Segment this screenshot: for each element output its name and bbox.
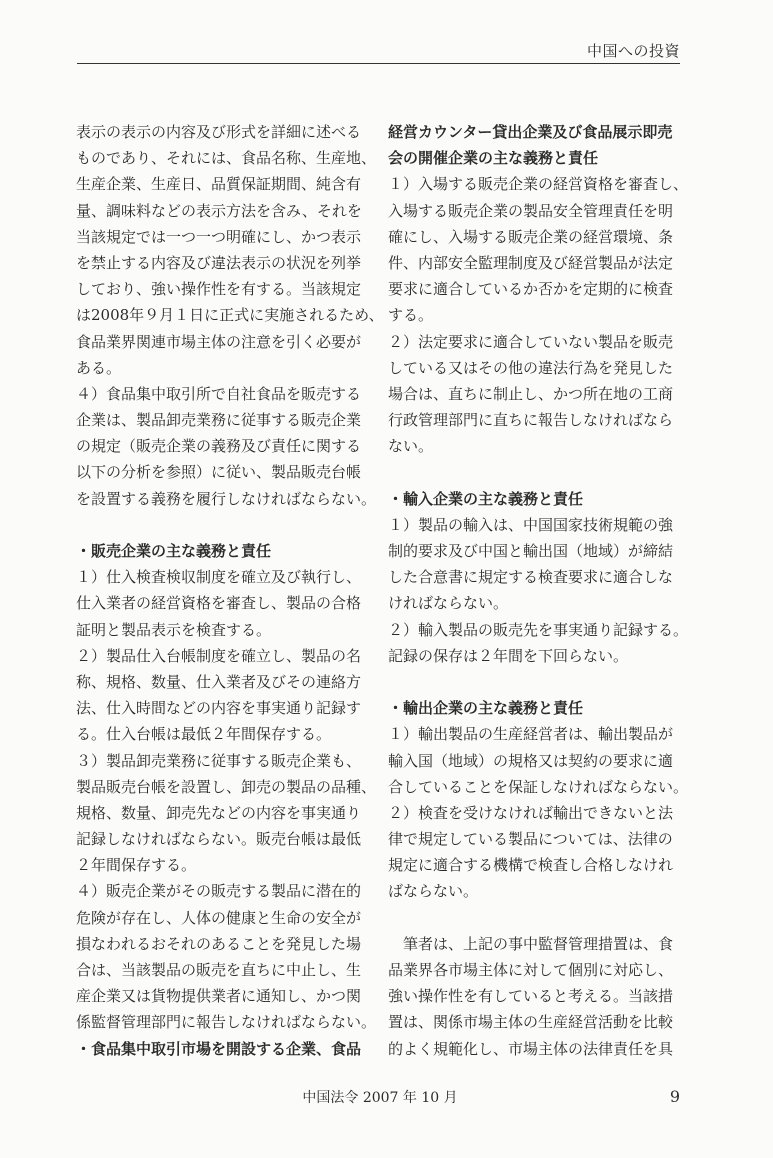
text-line: １）仕入検査検収制度を確立及び執行し、 xyxy=(76,568,362,587)
text-line: 記録の保存は２年間を下回らない。 xyxy=(388,646,629,665)
text-line: を禁止する内容及び違法表示の状況を列挙 xyxy=(76,253,362,272)
text-line: 損なわれるおそれのあることを発見した場 xyxy=(76,934,362,953)
text-line: 量、調味料などの表示方法を含み、それを xyxy=(76,201,362,220)
section-heading-line: ・輸出企業の主な義務と責任 xyxy=(388,699,584,718)
text-line: ものであり、それには、食品名称、生産地、 xyxy=(76,149,377,168)
text-line: 生産企業、生産日、品質保証期間、純含有 xyxy=(76,175,362,194)
text-line: ２）輸入製品の販売先を事実通り記録する。 xyxy=(388,620,689,639)
section-heading-line: ・販売企業の主な義務と責任 xyxy=(76,542,272,560)
text-line: 規定に適合する機構で検査し合格しなけれ xyxy=(388,856,674,875)
text-line: 産企業又は貨物提供業者に通知し、かつ関 xyxy=(76,987,362,1006)
header-rule xyxy=(77,63,680,64)
text-line: ければならない。 xyxy=(388,594,509,613)
text-line: を設置する義務を履行しなければならない。 xyxy=(76,489,377,508)
text-line: の規定（販売企業の義務及び責任に関する xyxy=(76,437,362,456)
text-line: ２）製品仕入台帳制度を確立し、製品の名 xyxy=(76,646,362,665)
running-header-title: 中国への投資 xyxy=(586,42,680,60)
text-line: する。 xyxy=(388,306,434,325)
text-line: した合意書に規定する検査要求に適合しな xyxy=(388,568,674,587)
text-line: 律で規定している製品については、法律の xyxy=(388,830,673,849)
text-line: 記録しなければならない。販売台帳は最低 xyxy=(76,830,362,849)
text-line: 係監督管理部門に報告しなければならない。 xyxy=(76,1013,377,1032)
section-heading-line: ・食品集中取引市場を開設する企業、食品 xyxy=(76,1039,362,1058)
text-line: 危険が存在し、人体の健康と生命の安全が xyxy=(76,908,362,927)
text-line: 合は、当該製品の販売を直ちに中止し、生 xyxy=(76,961,362,979)
text-line: 以下の分析を参照）に従い、製品販売台帳 xyxy=(76,463,362,482)
blank-line xyxy=(76,512,372,538)
text-line: る。仕入台帳は最低２年間保存する。 xyxy=(76,725,332,744)
text-line: 的よく規範化し、市場主体の法律責任を具 xyxy=(388,1039,674,1058)
text-line: 称、規格、数量、仕入業者及びその連絡方 xyxy=(76,672,362,691)
text-line: 法、仕入時間などの内容を事実通り記録す xyxy=(76,699,362,718)
text-line: ２）法定要求に適合していない製品を販売 xyxy=(388,332,674,351)
page-number: 9 xyxy=(669,1087,680,1106)
section-heading-line: 経営カウンター貸出企業及び食品展示即売 xyxy=(388,123,673,141)
text-line: 食品業界関連市場主体の注意を引く必要が xyxy=(76,332,362,351)
section-heading-line: ・輸入企業の主な義務と責任 xyxy=(388,489,584,508)
blank-line xyxy=(388,905,684,931)
text-line: 入場する販売企業の製品安全管理責任を明 xyxy=(388,201,674,220)
text-line: 仕入業者の経営資格を審査し、製品の合格 xyxy=(76,594,362,613)
right-column xyxy=(388,119,689,1062)
text-line: 置は、関係市場主体の生産経営活動を比較 xyxy=(388,1013,674,1032)
text-line: 輸入国（地域）の規格又は契約の要求に適 xyxy=(388,751,674,770)
text-line: 場合は、直ちに制止し、かつ所在地の工商 xyxy=(388,384,674,403)
text-line: １）入場する販売企業の経営資格を審査し、 xyxy=(388,175,689,194)
text-line: 証明と製品表示を検査する。 xyxy=(76,620,272,639)
text-line: ある。 xyxy=(76,358,122,377)
text-line: 件、内部安全監理制度及び経営製品が法定 xyxy=(388,253,674,272)
text-line: 規格、数量、卸売先などの内容を事実通り xyxy=(76,803,362,822)
text-line: 製品販売台帳を設置し、卸売の製品の品種、 xyxy=(76,777,377,796)
text-line: している又はその他の違法行為を発見した xyxy=(388,358,674,377)
text-line: 確にし、入場する販売企業の経営環境、条 xyxy=(388,227,674,246)
text-line: 品業界各市場主体に対して個別に対応し、 xyxy=(388,961,674,979)
text-line: 表示の表示の内容及び形式を詳細に述べる xyxy=(76,123,362,141)
left-column xyxy=(76,119,384,1062)
text-line: １）輸出製品の生産経営者は、輸出製品が xyxy=(388,725,674,744)
text-line: 制的要求及び中国と輸出国（地域）が締結 xyxy=(388,542,674,560)
text-line: しており、強い操作性を有する。当該規定 xyxy=(76,280,362,299)
blank-line xyxy=(388,459,684,485)
text-line: 企業は、製品卸売業務に従事する販売企業 xyxy=(76,411,362,430)
footer-publication: 中国法令 2007 年 10 月 xyxy=(302,1090,458,1106)
section-heading-line: 会の開催企業の主な義務と責任 xyxy=(388,149,599,168)
text-line: 行政管理部門に直ちに報告しなければなら xyxy=(388,411,674,430)
text-line: ばならない。 xyxy=(388,882,479,901)
text-line: 要求に適合しているか否かを定期的に検査 xyxy=(388,280,674,299)
text-line: ４）販売企業がその販売する製品に潜在的 xyxy=(76,882,362,901)
text-line: ２）検査を受けなければ輸出できないと法 xyxy=(388,803,674,822)
text-line: 合していることを保証しなければならない。 xyxy=(388,777,689,796)
text-line: ２年間保存する。 xyxy=(76,856,197,875)
text-line: 強い操作性を有していると考える。当該措 xyxy=(388,987,674,1006)
text-line: は2008年９月１日に正式に実施されるため、 xyxy=(76,306,384,325)
text-line: １）製品の輸入は、中国国家技術規範の強 xyxy=(388,515,674,534)
blank-line xyxy=(388,669,684,695)
text-line: 筆者は、上記の事中監督管理措置は、食 xyxy=(388,934,674,953)
text-line: ３）製品卸売業務に従事する販売企業も、 xyxy=(76,751,362,770)
text-line: 当該規定では一つ一つ明確にし、かつ表示 xyxy=(76,227,362,246)
text-line: ４）食品集中取引所で自社食品を販売する xyxy=(76,384,362,403)
text-line: ない。 xyxy=(388,437,434,456)
